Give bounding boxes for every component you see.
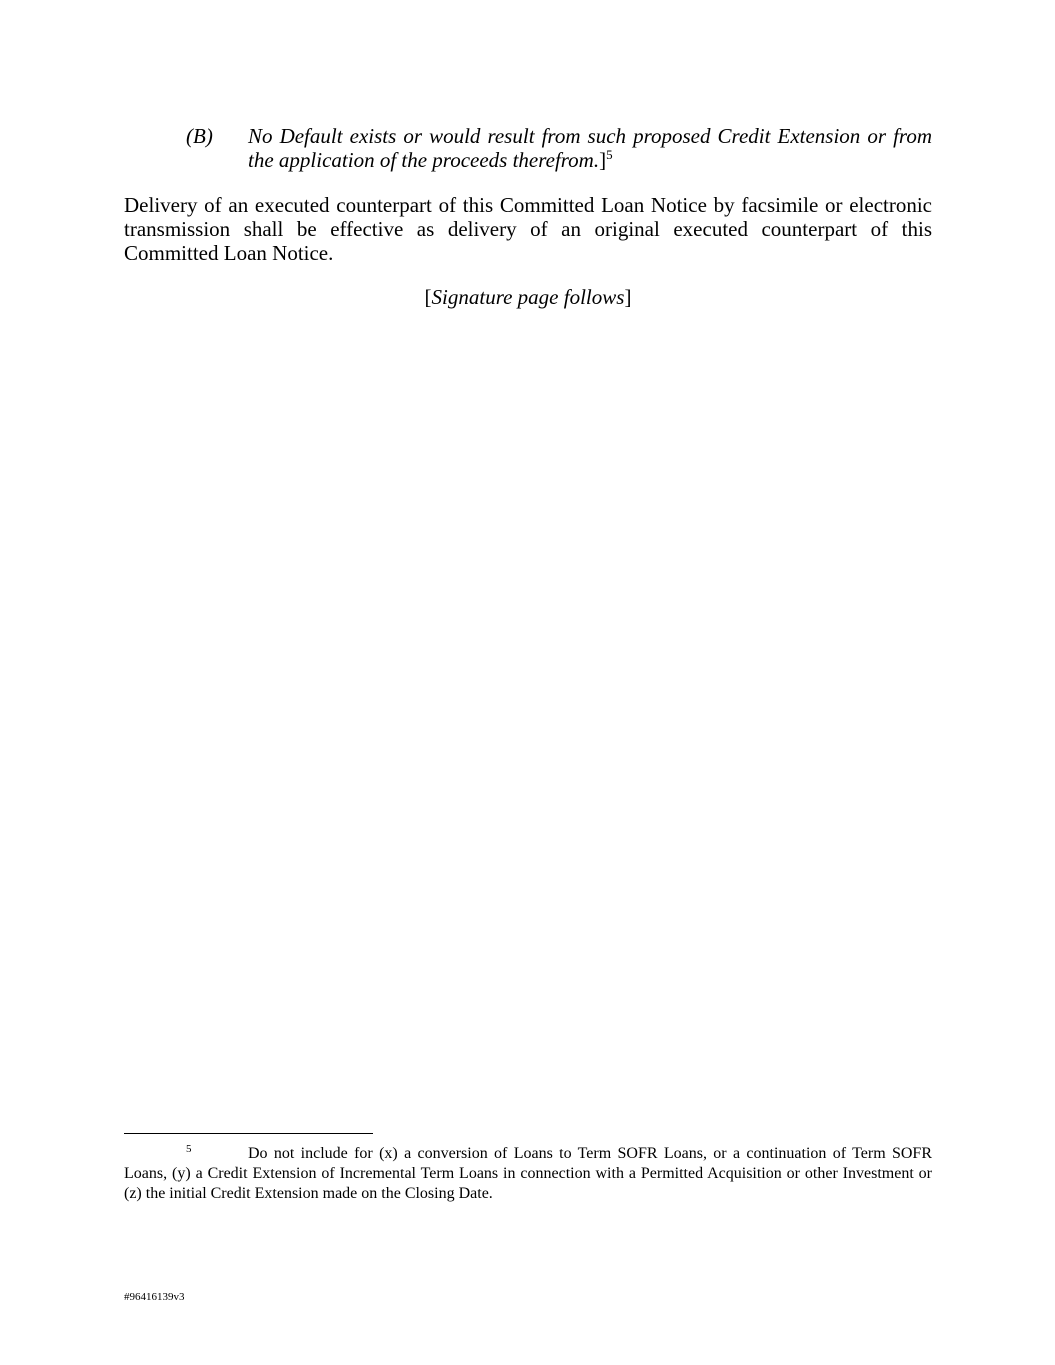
clause-text: No Default exists or would result from such proposed Credit Extension or from the application of the proceeds therefrom.: [248, 124, 932, 172]
signature-page-note: [124, 285, 932, 309]
clause-label: (B): [186, 124, 213, 148]
signature-note-text: Signature page follows: [431, 285, 625, 309]
footnote-reference: 5: [606, 147, 613, 162]
signature-close-bracket: ]: [624, 285, 632, 309]
clause-closing-bracket: ]: [599, 148, 607, 172]
delivery-paragraph: Delivery of an executed counterpart of this Committed Loan Notice by facsimile or electronic transmission shall be effective as delivery of an original executed counterpart of this Committed Loan Notice.: [124, 193, 932, 265]
clause-b: [124, 124, 932, 172]
footnote-separator: [124, 1133, 373, 1134]
clause-text-block: [248, 124, 932, 172]
signature-open-bracket: [: [424, 285, 432, 309]
footnote: 5 Do not include for (x) a conversion of Loans to Term SOFR Loans, or a continuation of Term SOFR Loans, (y) a Credit Extension of Incremental Term Loans in connection with a Permitted Acquisition or other Investment or (z) the initial Credit Extension made on the Closing Date.: [124, 1143, 932, 1202]
document-id: #96416139v3: [124, 1291, 185, 1303]
footnote-text: Do not include for (x) a conversion of Loans to Term SOFR Loans, or a continuation of Term SOFR Loans, (y) a Credit Extension of Incremental Term Loans in connection with a Permitted Acquisition or other Investment or (z) the initial Credit Extension made on the Closing Date.: [124, 1145, 932, 1202]
